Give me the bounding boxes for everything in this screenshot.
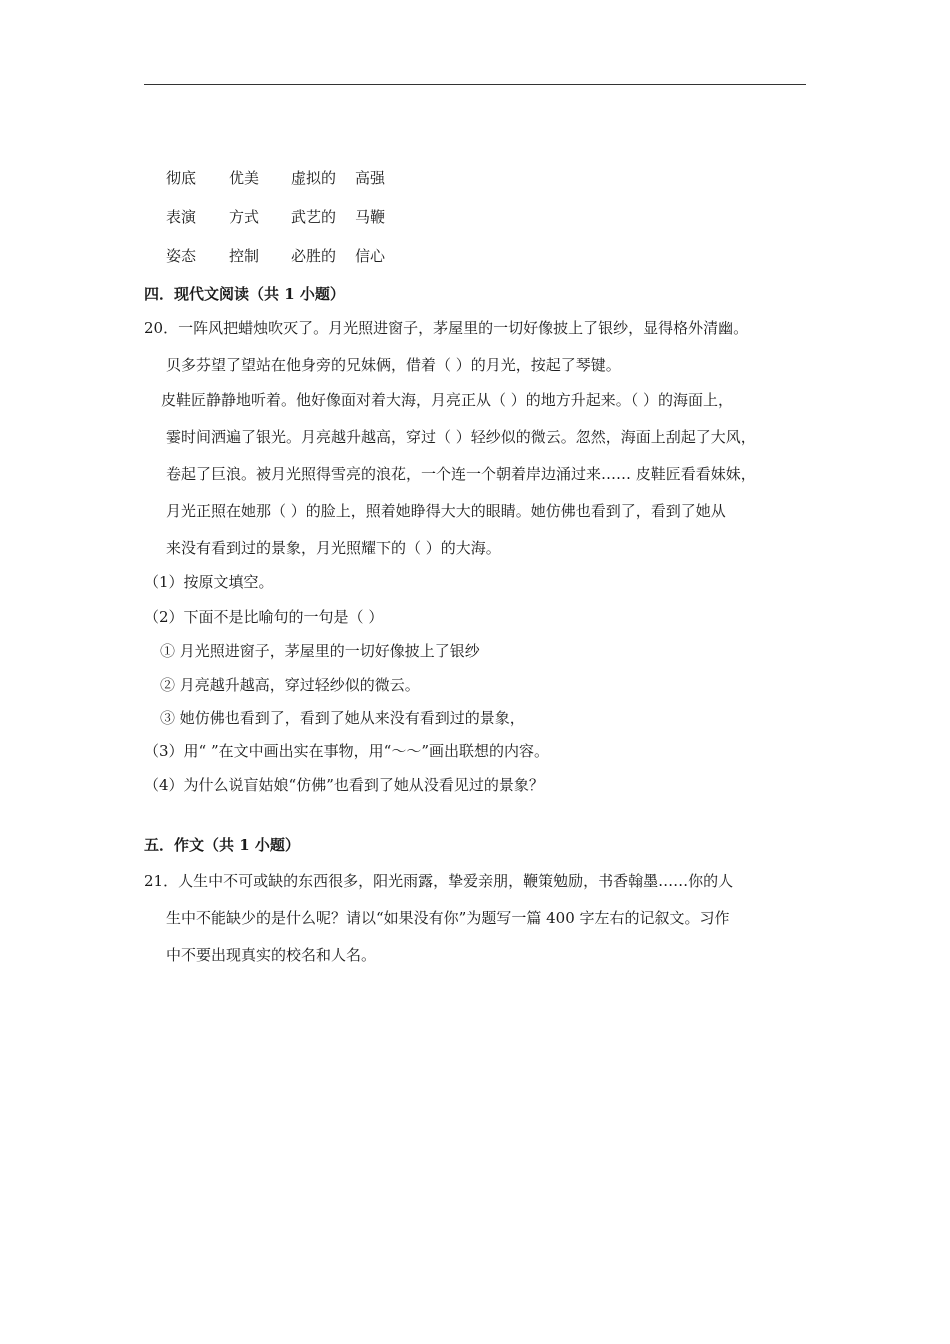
word: 方式	[229, 208, 260, 226]
q20-sub-3: （3）用“ ”在文中画出实在事物，用“～～”画出联想的内容。	[144, 742, 549, 760]
q20-line-6: 月光正照在她那（ ）的脸上，照着她睁得大大的眼睛。她仿佛也看到了，看到了她从	[166, 502, 726, 520]
word: 姿态	[166, 247, 197, 265]
section-5-heading: 五．作文（共 1 小题）	[144, 836, 300, 854]
q20-line-1: 20．一阵风把蜡烛吹灭了。月光照进窗子，茅屋里的一切好像披上了银纱，显得格外清幽。	[144, 319, 749, 337]
word: 彻底	[166, 169, 197, 187]
q20-option-2: ② 月亮越升越高，穿过轻纱似的微云。	[160, 676, 420, 694]
q20-option-1: ① 月光照进窗子，茅屋里的一切好像披上了银纱	[160, 642, 480, 660]
word: 优美	[229, 169, 260, 187]
word: 控制	[229, 247, 260, 265]
q21-line-2: 生中不能缺少的是什么呢？请以“如果没有你”为题写一篇 400 字左右的记叙文。习作	[166, 909, 730, 927]
q21-line-1: 21．人生中不可或缺的东西很多，阳光雨露，挚爱亲朋，鞭策勉励，书香翰墨……你的人	[144, 872, 734, 890]
q20-line-3: 皮鞋匠静静地听着。他好像面对着大海，月亮正从（ ）的地方升起来。（ ）的海面上，	[161, 391, 734, 409]
word: 信心	[355, 247, 386, 265]
q20-line-2: 贝多芬望了望站在他身旁的兄妹俩，借着（ ）的月光，按起了琴键。	[166, 356, 621, 374]
section-4-heading: 四．现代文阅读（共 1 小题）	[144, 285, 345, 303]
header-rule	[144, 84, 806, 85]
q20-sub-4: （4）为什么说盲姑娘“仿佛”也看到了她从没看见过的景象？	[144, 776, 544, 794]
q20-line-4: 霎时间洒遍了银光。月亮越升越高，穿过（ ）轻纱似的微云。忽然，海面上刮起了大风，	[166, 428, 756, 446]
word: 高强	[355, 169, 386, 187]
q20-line-5: 卷起了巨浪。被月光照得雪亮的浪花，一个连一个朝着岸边涌过来…… 皮鞋匠看看妹妹，	[166, 465, 756, 483]
q20-line-7: 来没有看到过的景象，月光照耀下的（ ）的大海。	[166, 539, 501, 557]
q20-sub-1: （1）按原文填空。	[144, 573, 274, 591]
word: 武艺的	[291, 208, 337, 226]
q20-sub-2: （2）下面不是比喻句的一句是（ ）	[144, 608, 384, 626]
word: 马鞭	[355, 208, 386, 226]
q20-option-3: ③ 她仿佛也看到了，看到了她从来没有看到过的景象，	[160, 709, 525, 727]
word: 虚拟的	[291, 169, 337, 187]
word: 必胜的	[291, 247, 337, 265]
word: 表演	[166, 208, 197, 226]
q21-line-3: 中不要出现真实的校名和人名。	[166, 946, 377, 964]
